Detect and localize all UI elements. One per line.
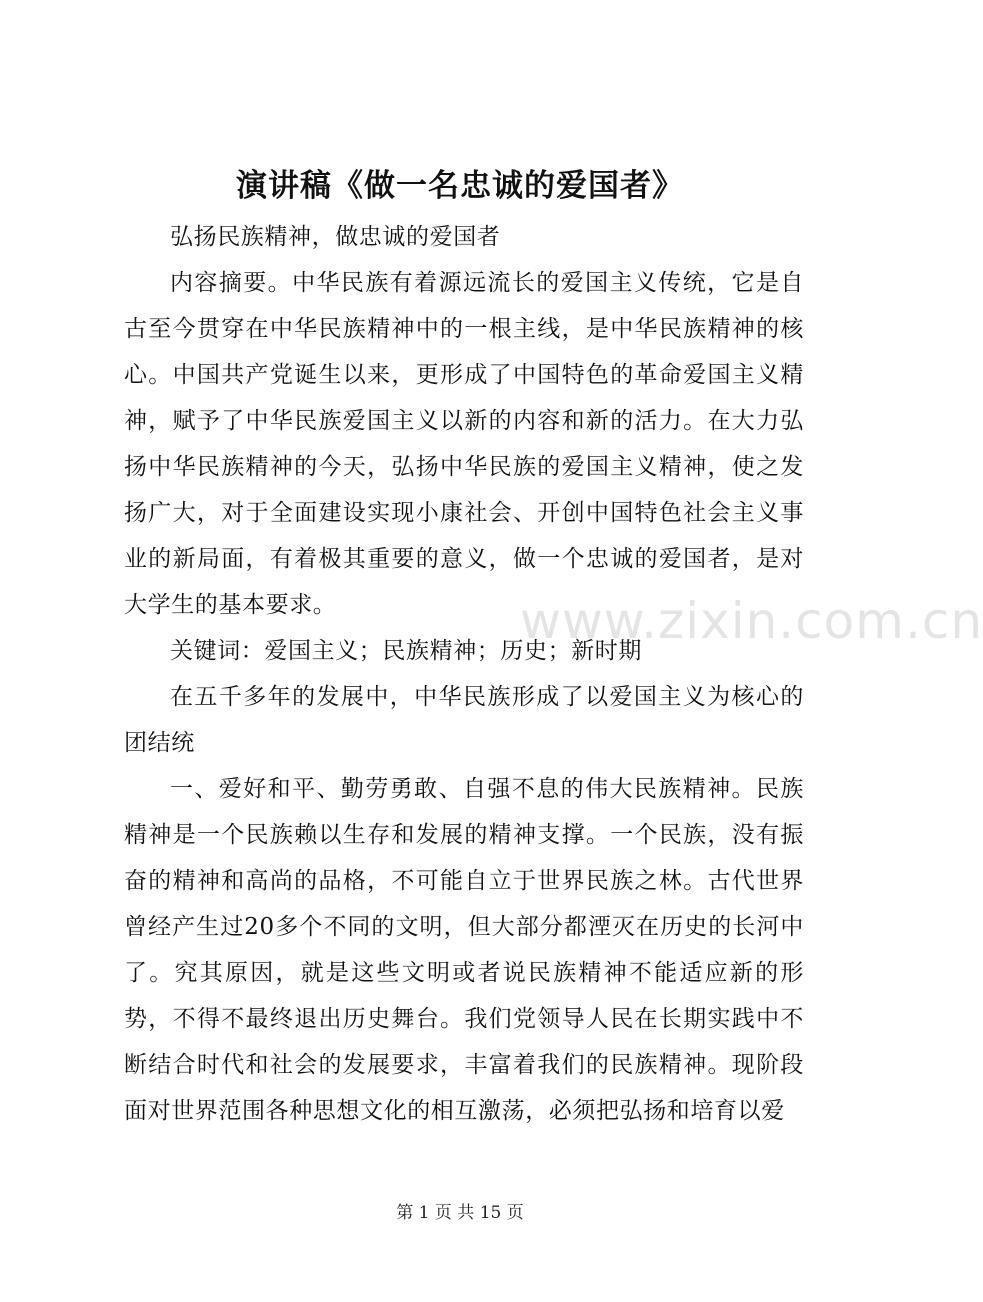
keywords-paragraph: 关键词：爱国主义；民族精神；历史；新时期 — [170, 638, 642, 664]
document-body — [124, 214, 804, 1134]
intro-paragraph: 在五千多年的发展中，中华民族形成了以爱国主义为核心的团结统 — [124, 684, 804, 756]
abstract-paragraph: 内容摘要。中华民族有着源远流长的爱国主义传统，它是自古至今贯穿在中华民族精神中的一根主线，是中华民族精神的核心。中国共产党诞生以来，更形成了中国特色的革命爱国主义精神，赋予了中华民族爱国主义以新的内容和新的活力。在大力弘扬中华民族精神的今天，弘扬中华民族的爱国主义精神，使之发扬广大，对于全面建设实现小康社会、开创中国特色社会主义事业的新局面，有着极其重要的意义，做一个忠诚的爱国者，是对大学生的基本要求。 — [124, 270, 804, 618]
page-number-label: 第 1 页 共 15 页 — [396, 1203, 524, 1223]
subtitle-paragraph: 弘扬民族精神，做忠诚的爱国者 — [170, 224, 501, 250]
page-footer — [0, 1198, 920, 1223]
page-title: 演讲稿《做一名忠诚的爱国者》 — [236, 168, 684, 204]
watermark: www.zixin.com.cn — [520, 592, 983, 650]
body-paragraph: 一、爱好和平、勤劳勇敢、自强不息的伟大民族精神。民族精神是一个民族赖以生存和发展的精神支撑。一个民族，没有振奋的精神和高尚的品格，不可能自立于世界民族之林。古代世界曾经产生过20多个不同的文明，但大部分都湮灭在历史的长河中了。究其原因，就是这些文明或者说民族精神不能适应新的形势，不得不最终退出历史舞台。我们党领导人民在长期实践中不断结合时代和社会的发展要求，丰富着我们的民族精神。现阶段面对世界范围各种思想文化的相互激荡，必须把弘扬和培育以爱 — [124, 776, 804, 1124]
